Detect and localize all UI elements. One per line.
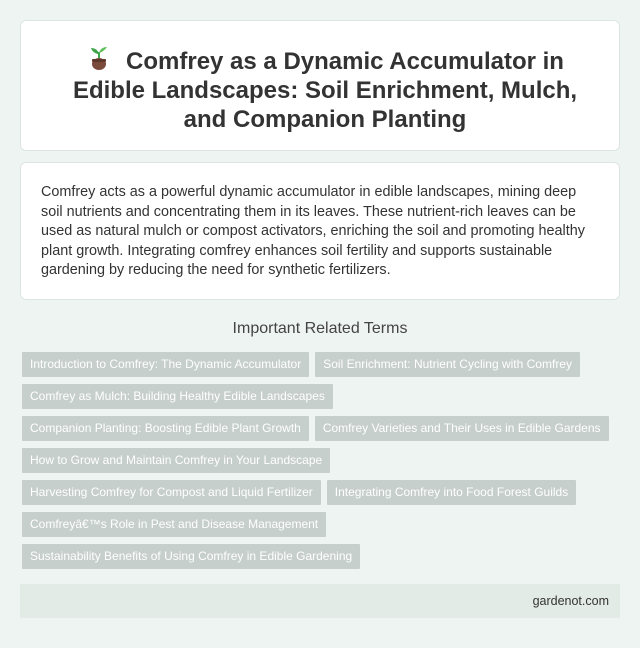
related-term-tag[interactable]: Introduction to Comfrey: The Dynamic Accumulator [22,352,309,377]
site-name[interactable]: gardenot.com [532,594,609,608]
related-terms-list [22,352,620,569]
related-term-tag[interactable]: Harvesting Comfrey for Compost and Liquid Fertilizer [22,480,321,505]
summary-card [20,162,620,300]
related-term-tag[interactable]: Integrating Comfrey into Food Forest Guilds [327,480,576,505]
title-card [20,20,620,151]
footer [20,584,620,618]
related-term-tag[interactable]: Comfreyâ€™s Role in Pest and Disease Management [22,512,326,537]
related-term-tag[interactable]: How to Grow and Maintain Comfrey in Your Landscape [22,448,330,473]
sprout-icon [86,45,112,71]
related-term-tag[interactable]: Comfrey Varieties and Their Uses in Edible Gardens [315,416,609,441]
summary-text: Comfrey acts as a powerful dynamic accumulator in edible landscapes, mining deep soil nutrients and concentrating them in its leaves. These nutrient-rich leaves can be used as natural mulch or compost activators, enriching the soil and promoting healthy plant growth. Integrating comfrey enhances soil fertility and supports sustainable gardening by reducing the need for synthetic fertilizers. [41,184,585,279]
related-term-tag[interactable]: Soil Enrichment: Nutrient Cycling with Comfrey [315,352,580,377]
related-term-tag[interactable]: Comfrey as Mulch: Building Healthy Edible Landscapes [22,384,333,409]
related-terms-heading: Important Related Terms [232,320,408,337]
related-term-tag[interactable]: Sustainability Benefits of Using Comfrey in Edible Gardening [22,544,360,569]
page-title-text: Comfrey as a Dynamic Accumulator in Edible Landscapes: Soil Enrichment, Mulch, and Companion Planting [72,48,578,133]
related-term-tag[interactable]: Companion Planting: Boosting Edible Plant Growth [22,416,309,441]
page-title [61,45,589,134]
